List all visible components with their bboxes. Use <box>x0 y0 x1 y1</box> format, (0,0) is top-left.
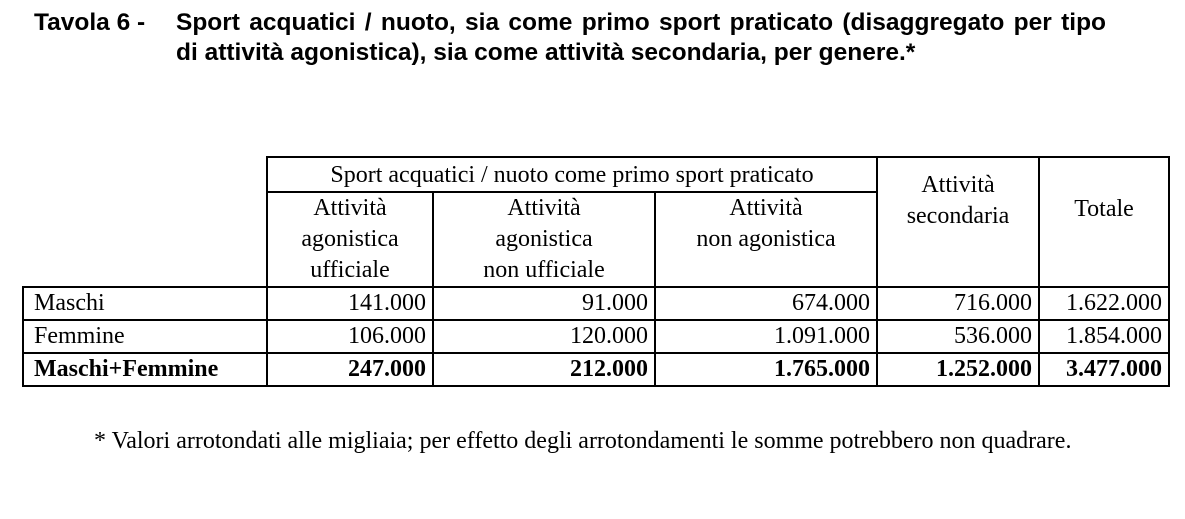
col-header-attivita-secondaria: Attività secondaria <box>877 157 1039 287</box>
cell-value: 141.000 <box>267 287 433 320</box>
cell-value: 1.252.000 <box>877 353 1039 386</box>
data-table <box>22 156 1170 387</box>
table-row-femmine <box>23 320 1169 353</box>
row-label: Femmine <box>23 320 267 353</box>
row-label: Maschi <box>23 287 267 320</box>
table-number: Tavola 6 - <box>34 9 146 36</box>
header-empty-cell <box>23 157 267 287</box>
cell-value: 716.000 <box>877 287 1039 320</box>
cell-value: 120.000 <box>433 320 655 353</box>
col-header-agonistica-non-ufficiale: Attività agonistica non ufficiale <box>433 192 655 287</box>
cell-value: 1.622.000 <box>1039 287 1169 320</box>
cell-value: 1.091.000 <box>655 320 877 353</box>
cell-value: 536.000 <box>877 320 1039 353</box>
cell-value: 674.000 <box>655 287 877 320</box>
table-title <box>34 8 1114 68</box>
col-header-non-agonistica: Attività non agonistica <box>655 192 877 287</box>
cell-value: 212.000 <box>433 353 655 386</box>
footnote: * Valori arrotondati alle migliaia; per effetto degli arrotondamenti le somme potrebbero non quadrare. <box>94 428 1072 454</box>
table-row-maschi <box>23 287 1169 320</box>
cell-value: 106.000 <box>267 320 433 353</box>
col-header-totale: Totale <box>1039 157 1169 287</box>
cell-value: 3.477.000 <box>1039 353 1169 386</box>
cell-value: 1.854.000 <box>1039 320 1169 353</box>
col-header-agonistica-ufficiale: Attività agonistica ufficiale <box>267 192 433 287</box>
table-row-totale <box>23 353 1169 386</box>
table-caption: Sport acquatici / nuoto, sia come primo sport praticato (disaggregato per tipo di attività agonistica), sia come attività secondaria, per genere.* <box>176 9 1106 66</box>
cell-value: 1.765.000 <box>655 353 877 386</box>
cell-value: 247.000 <box>267 353 433 386</box>
cell-value: 91.000 <box>433 287 655 320</box>
group-header-primo-sport: Sport acquatici / nuoto come primo sport praticato <box>267 157 877 192</box>
row-label: Maschi+Femmine <box>23 353 267 386</box>
